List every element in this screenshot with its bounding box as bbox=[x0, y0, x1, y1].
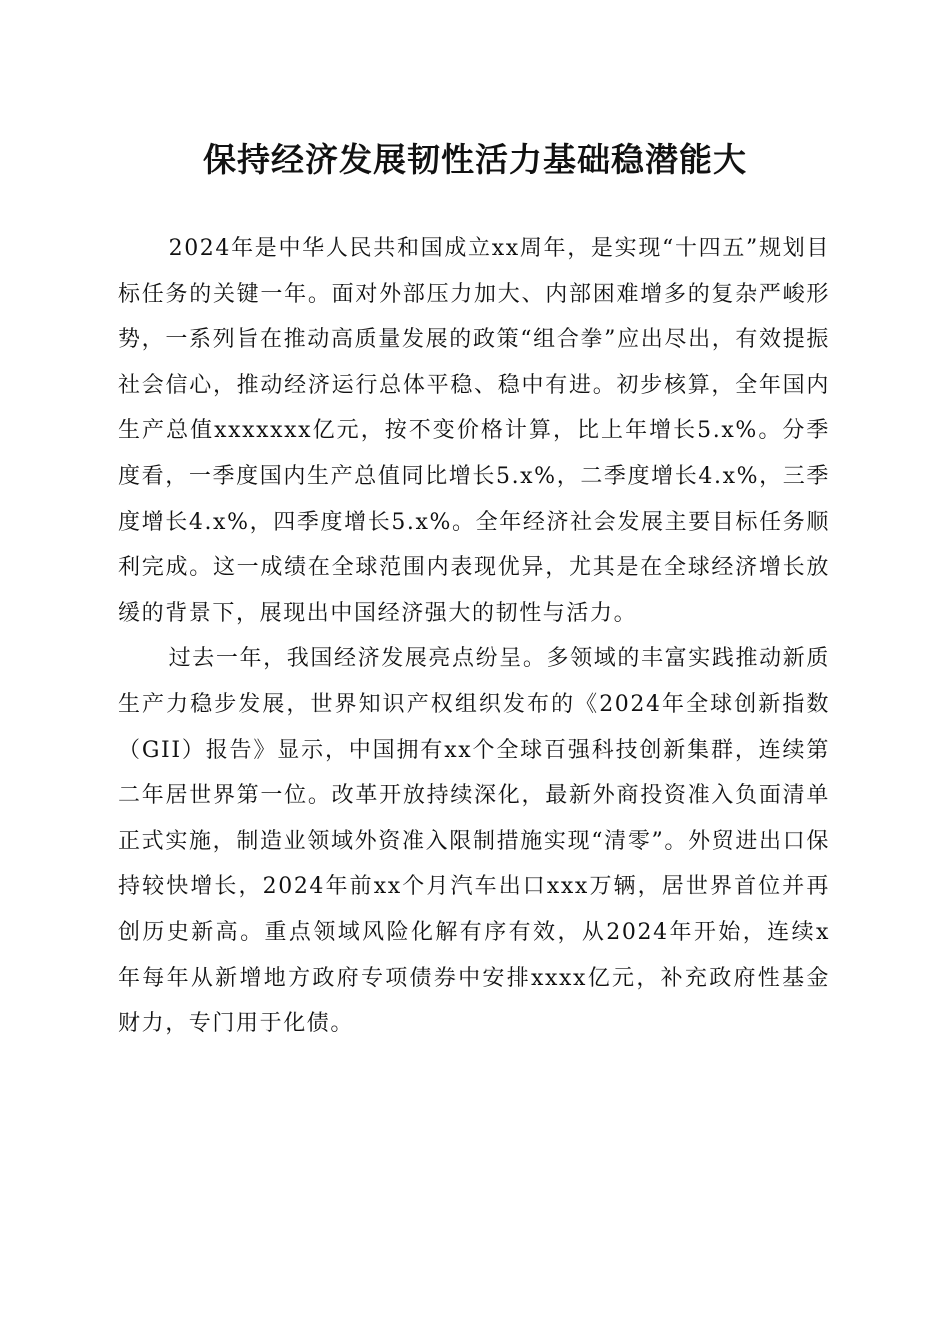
paragraph-2: 过去一年，我国经济发展亮点纷呈。多领域的丰富实践推动新质生产力稳步发展，世界知识产权组织发布的《2024年全球创新指数（GII）报告》显示，中国拥有xx个全球百强科技创新集群，连续第二年居世界第一位。改革开放持续深化，最新外商投资准入负面清单正式实施，制造业领域外资准入限制措施实现“清零”。外贸进出口保持较快增长，2024年前xx个月汽车出口xxx万辆，居世界首位并再创历史新高。重点领域风险化解有序有效，从2024年开始，连续x年每年从新增地方政府专项债券中安排xxxx亿元，补充政府性基金财力，专门用于化债。 bbox=[118, 646, 830, 1037]
paragraph-1: 2024年是中华人民共和国成立xx周年，是实现“十四五”规划目标任务的关键一年。面对外部压力加大、内部困难增多的复杂严峻形势，一系列旨在推动高质量发展的政策“组合拳”应出尽出，有效提振社会信心，推动经济运行总体平稳、稳中有进。初步核算，全年国内生产总值xxxxxxx亿元，按不变价格计算，比上年增长5.x%。分季度看，一季度国内生产总值同比增长5.x%，二季度增长4.x%，三季度增长4.x%，四季度增长5.x%。全年经济社会发展主要目标任务顺利完成。这一成绩在全球范围内表现优异，尤其是在全球经济增长放缓的背景下，展现出中国经济强大的韧性与活力。 bbox=[118, 236, 830, 626]
document-title: 保持经济发展韧性活力基础稳潜能大 bbox=[203, 140, 747, 179]
document-body bbox=[118, 226, 830, 1047]
